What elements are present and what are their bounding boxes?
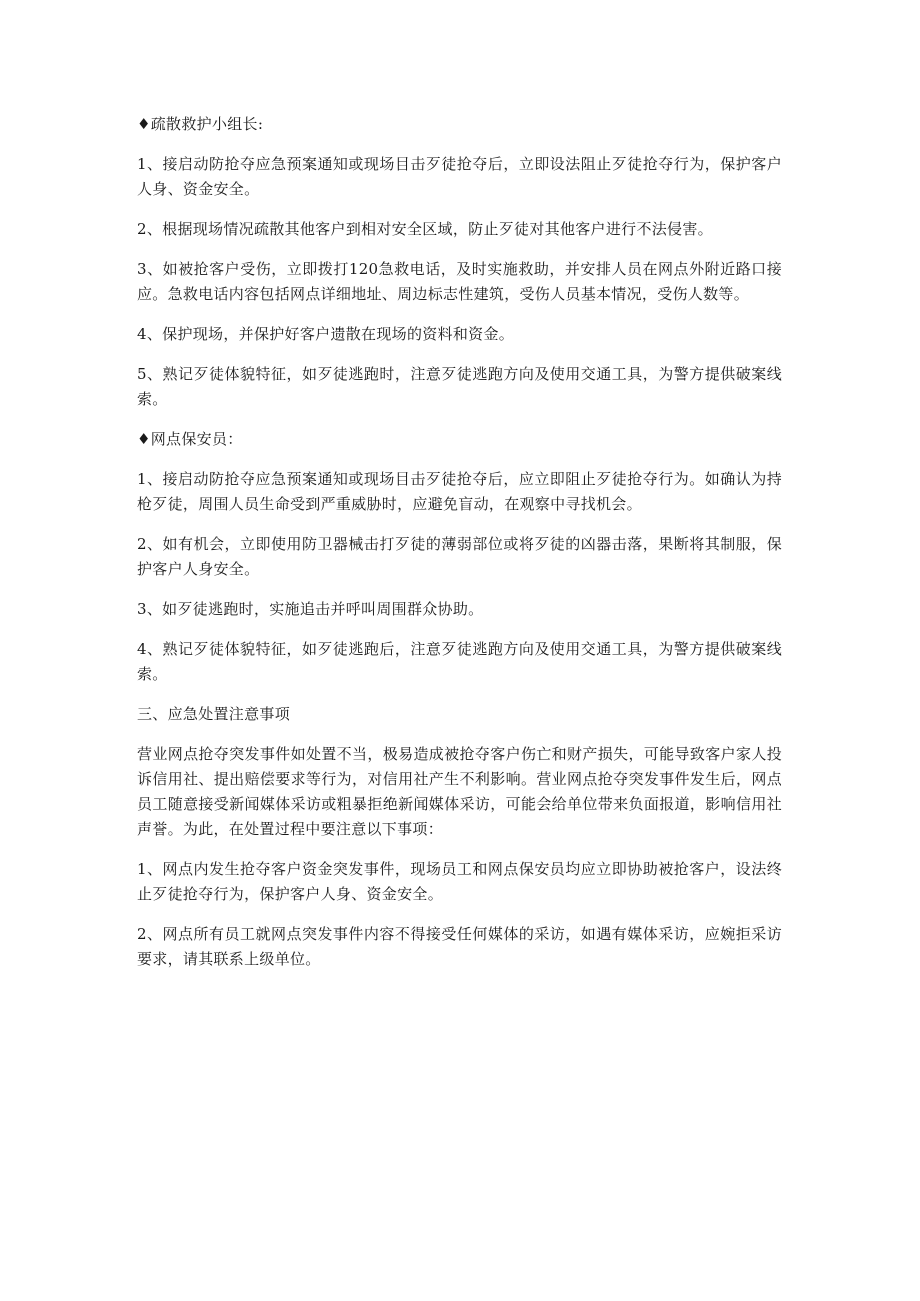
guard-item-1: 1、接启动防抢夺应急预案通知或现场目击歹徒抢夺后，应立即阻止歹徒抢夺行为。如确认为持枪歹徒，周围人员生命受到严重威胁时，应避免盲动，在观察中寻找机会。 bbox=[137, 470, 782, 513]
rescue-item-4: 4、保护现场，并保护好客户遗散在现场的资料和资金。 bbox=[137, 325, 515, 343]
rescue-item-3: 3、如被抢客户受伤，立即拨打120急救电话，及时实施救助，并安排人员在网点外附近路口接应。急救电话内容包括网点详细地址、周边标志性建筑，受伤人员基本情况，受伤人数等。 bbox=[137, 260, 782, 303]
guard-item-4: 4、熟记歹徒体貌特征，如歹徒逃跑后，注意歹徒逃跑方向及使用交通工具，为警方提供破案线索。 bbox=[137, 640, 782, 683]
guard-item-2: 2、如有机会，立即使用防卫器械击打歹徒的薄弱部位或将歹徒的凶器击落，果断将其制服，保护客户人身安全。 bbox=[137, 535, 782, 578]
document-page bbox=[137, 112, 782, 987]
rescue-item-2: 2、根据现场情况疏散其他客户到相对安全区域，防止歹徒对其他客户进行不法侵害。 bbox=[137, 220, 713, 238]
guard-item-3: 3、如歹徒逃跑时，实施追击并呼叫周围群众协助。 bbox=[137, 600, 484, 618]
notes-item-1: 1、网点内发生抢夺客户资金突发事件，现场员工和网点保安员均应立即协助被抢客户，设法终止歹徒抢夺行为，保护客户人身、资金安全。 bbox=[137, 860, 782, 903]
security-guard-heading: ♦网点保安员： bbox=[137, 430, 243, 448]
rescue-item-5: 5、熟记歹徒体貌特征，如歹徒逃跑时，注意歹徒逃跑方向及使用交通工具，为警方提供破案线索。 bbox=[137, 365, 782, 408]
notes-intro-paragraph: 营业网点抢夺突发事件如处置不当，极易造成被抢夺客户伤亡和财产损失，可能导致客户家人投诉信用社、提出赔偿要求等行为，对信用社产生不利影响。营业网点抢夺突发事件发生后，网点员工随意接受新闻媒体采访或粗暴拒绝新闻媒体采访，可能会给单位带来负面报道，影响信用社声誉。为此，在处置过程中要注意以下事项： bbox=[137, 745, 782, 838]
rescue-item-1: 1、接启动防抢夺应急预案通知或现场目击歹徒抢夺后，立即设法阻止歹徒抢夺行为，保护客户人身、资金安全。 bbox=[137, 155, 782, 198]
notes-item-2: 2、网点所有员工就网点突发事件内容不得接受任何媒体的采访，如遇有媒体采访，应婉拒采访要求，请其联系上级单位。 bbox=[137, 925, 782, 968]
notes-section-heading: 三、应急处置注意事项 bbox=[137, 705, 291, 723]
rescue-leader-heading: ♦疏散救护小组长: bbox=[137, 115, 264, 133]
